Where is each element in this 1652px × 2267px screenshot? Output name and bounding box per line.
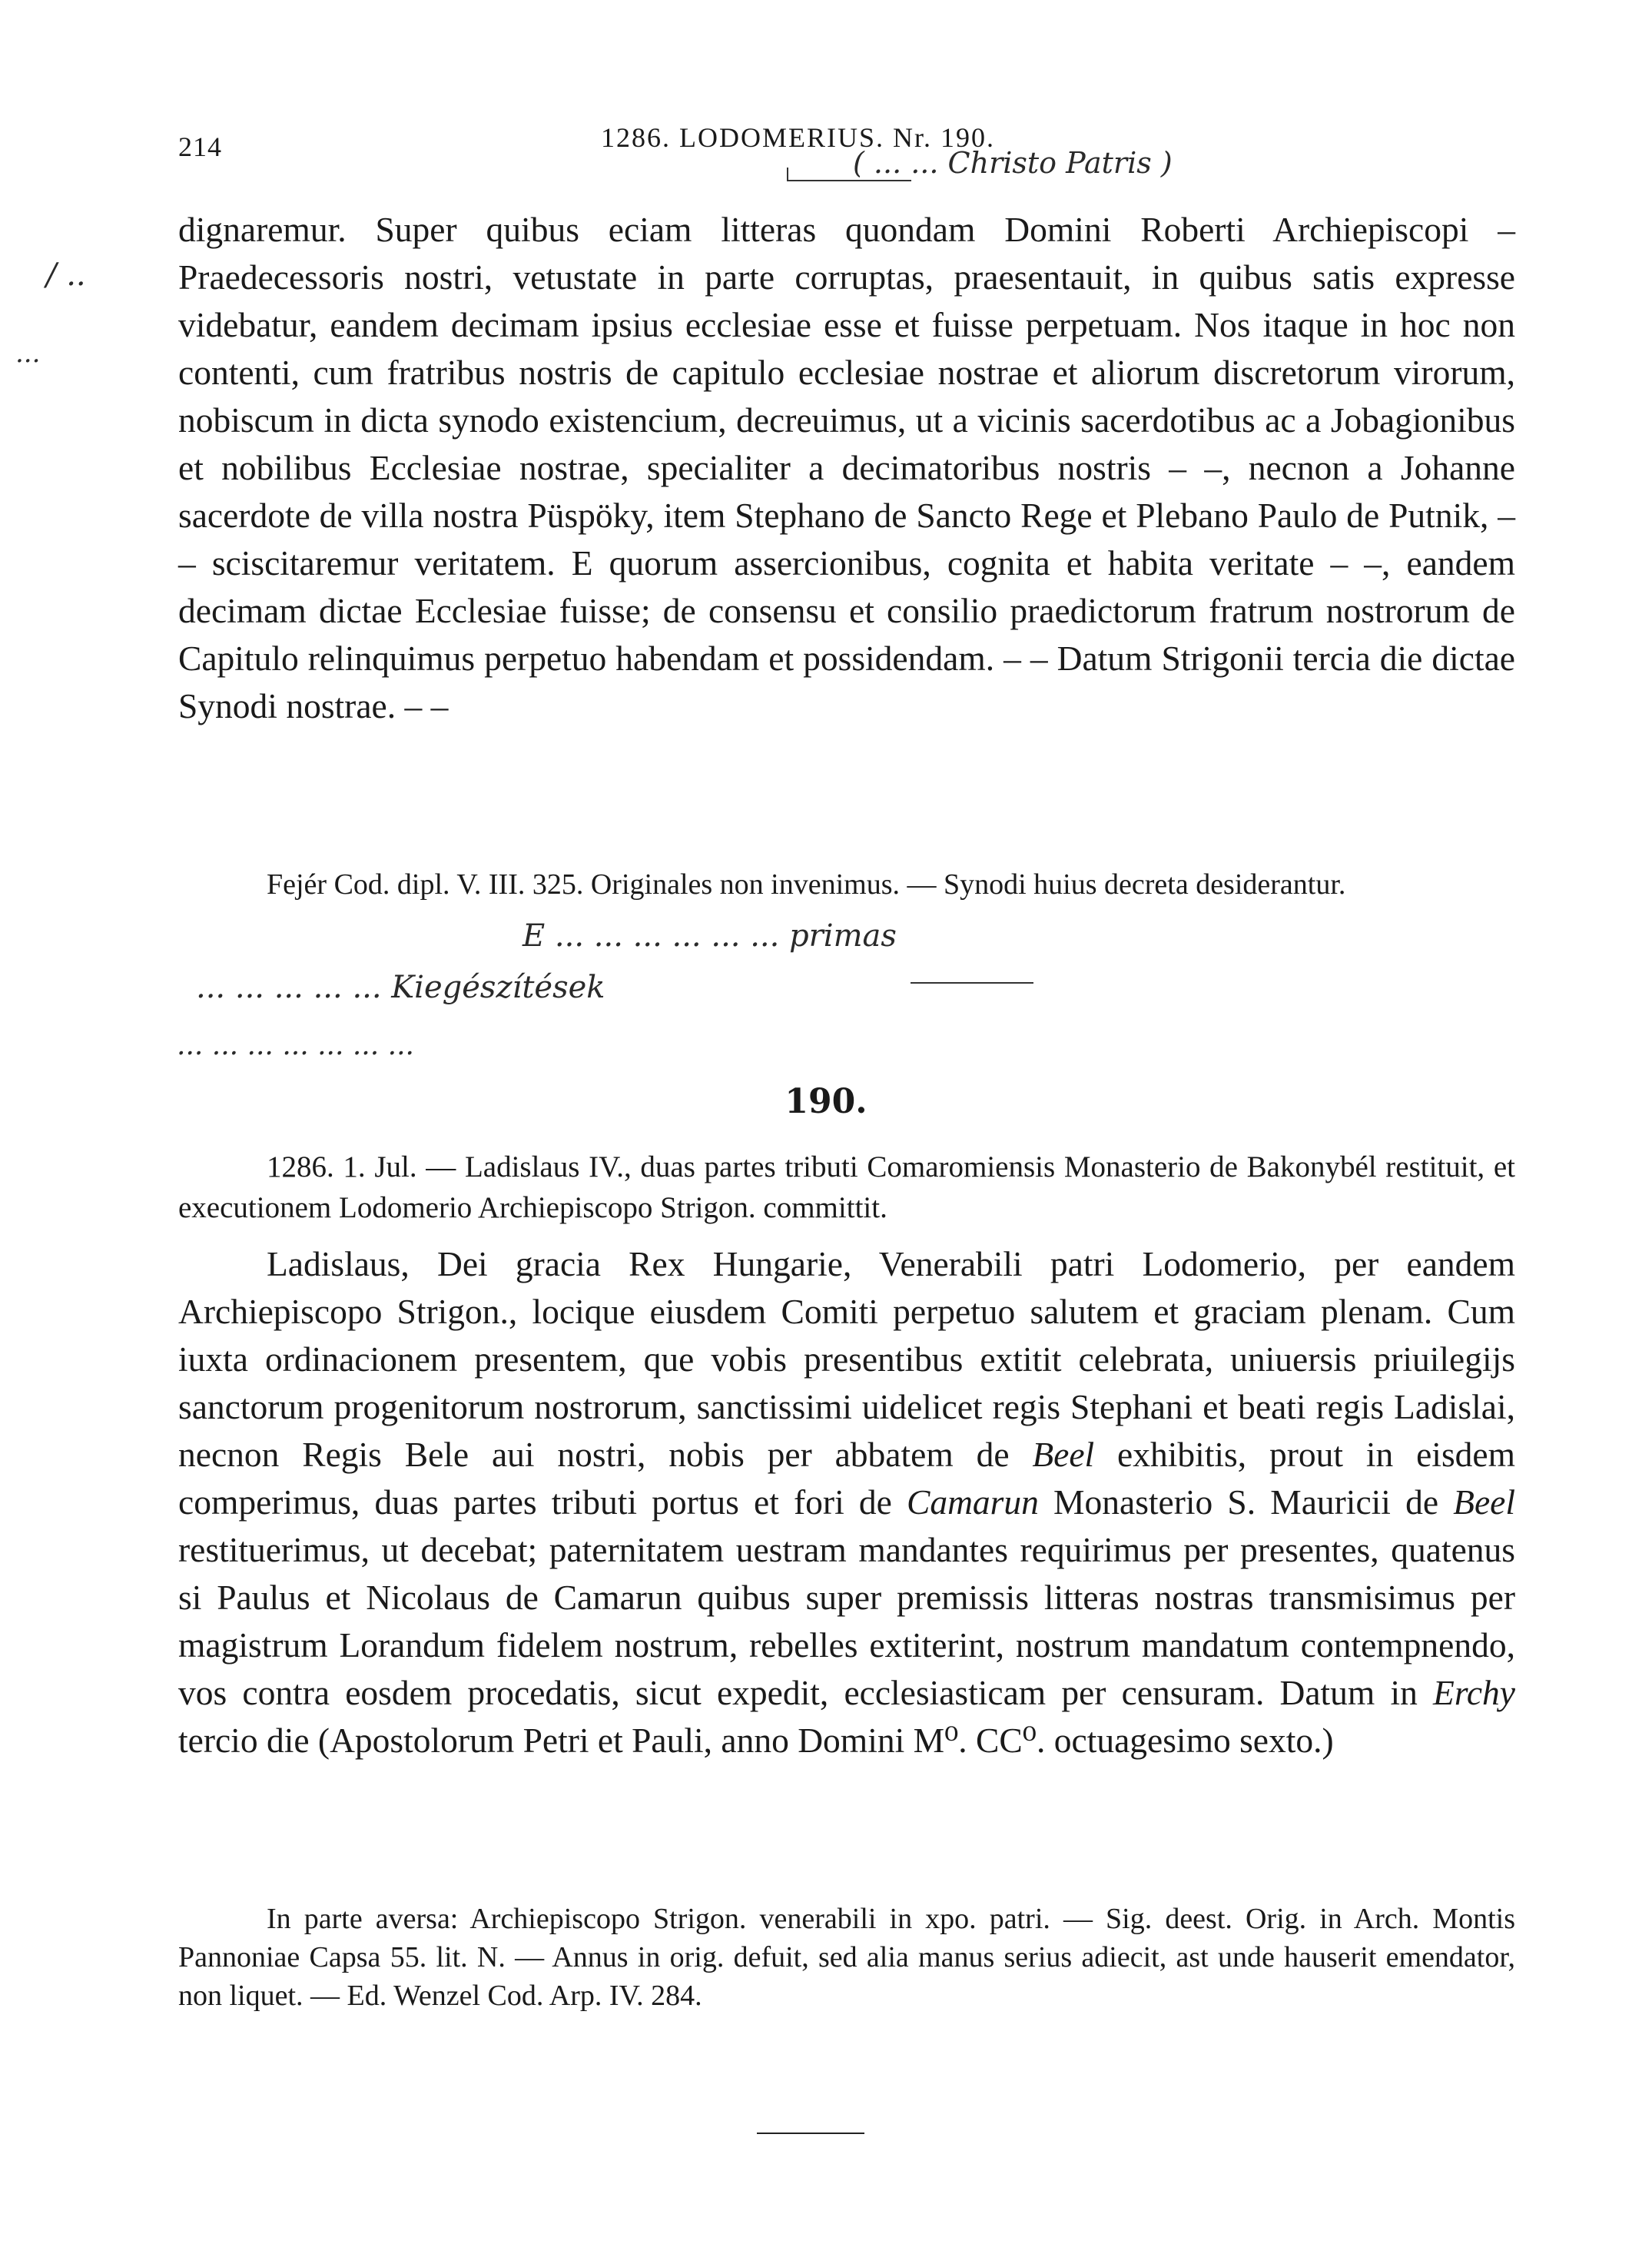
handwritten-note: E ... ... ... ... ... ... primas [522, 918, 897, 954]
place-name: Camarun [906, 1482, 1039, 1522]
document-190-note: In parte aversa: Archiepiscopo Strigon. venerabili in xpo. patri. — Sig. deest. Orig. in Arch. Montis Pannoniae Capsa 55. lit. N. — Annus in orig. defuit, sed alia manus serius adiecit, ast unde hauserit emendator, non liquet. — Ed. Wenzel Cod. Arp. IV. 284. [178, 1903, 1515, 2012]
document-189-text: dignaremur. Super quibus eciam litteras quondam Domini Roberti Archiepiscopi – Praedecessoris nostri, vetustate in parte corruptas, praesentauit, in quibus satis expresse videbatur, eandem decimam ipsius ecclesiae esse et fuisse perpetuam. Nos itaque in hoc non contenti, cum fratribus nostris de capitulo ecclesiae nostrae et aliorum discretorum virorum, nobiscum in dicta synodo existencium, decreuimus, ut a vicinis sacerdotibus ac a Jobagionibus et nobilibus Ecclesiae nostrae, specialiter a decimatoribus nostris – –, necnon a Johanne sacerdote de villa nostra Püspöky, item Stephano de Sancto Rege et Plebano Paulo de Putnik, – – sciscitaremur veritatem. E quorum assercionibus, cognita et habita veritate – –, eandem decimam dictae Ecclesiae fuisse; de consensu et consilio praedictorum fratrum nostrorum de Capitulo relinquimus perpetuo habendam et possidendam. – – Datum Strigonii tercia die dictae Synodi nostrae. – – [178, 210, 1515, 725]
handwritten-margin-note: / .. [46, 257, 86, 293]
handwritten-note: ... ... ... ... ... Kiegészítések [196, 970, 605, 1005]
handwritten-note-top: ( ... ... Christo Patris ) [853, 146, 1173, 180]
handwritten-strikethrough [911, 982, 1033, 984]
place-name: Beel [1453, 1482, 1515, 1522]
page-number: 214 [178, 131, 222, 162]
running-head: 1286. LODOMERIUS. Nr. 190. [601, 122, 996, 153]
document-summary: 1286. 1. Jul. — Ladislaus IV., duas partes tributi Comaromiensis Monasterio de Bakonybél restituit, et executionem Lodomerio Archiepiscopo Strigon. committit. [178, 1150, 1515, 1224]
section-rule [757, 2133, 864, 2134]
document-190-text: Ladislaus, Dei gracia Rex Hungarie, Venerabili patri Lodomerio, per eandem Archiepiscopo Strigon., locique eiusdem Comiti perpetuo salutem et graciam plenam. Cum iuxta ordinacionem presentem, que vobis presentibus extitit celebrata, uniuersis priuilegijs sanctorum progenitorum nostrorum, sanctissimi uidelicet regis Stephani et beati regis Ladislai, necnon Regis Bele aui nostri, nobis per abbatem de Beel exhibitis, prout in eisdem comperimus, duas partes tributi portus et fori de Camarun Monasterio S. Mauricii de Beel restituerimus, ut decebat; paternitatem uestram mandantes requirimus per presentes, quatenus si Paulus et Nicolaus de Camarun quibus super premissis litteras nostras transmisimus per magistrum Lorandum fidelem nostrum, rebelles extiterint, nostrum mandatum contempnendo, vos contra eosdem procedatis, sicut expedit, ecclesiasticam per censuram. Datum in Erchy tercio die (Apostolorum Petri et Pauli, anno Domini M⁰. CC⁰. octuagesimo sexto.) [178, 1244, 1515, 1760]
document-189-note: Fejér Cod. dipl. V. III. 325. Originales non invenimus. — Synodi huius decreta desiderantur. [267, 868, 1346, 901]
place-name: Erchy [1433, 1673, 1515, 1712]
place-name: Beel [1032, 1435, 1095, 1474]
handwritten-note: ... ... ... ... ... ... ... [177, 1030, 414, 1061]
page-header [178, 121, 1500, 168]
document-number: 190. [785, 1082, 867, 1121]
handwritten-margin-note: ... [15, 338, 41, 369]
